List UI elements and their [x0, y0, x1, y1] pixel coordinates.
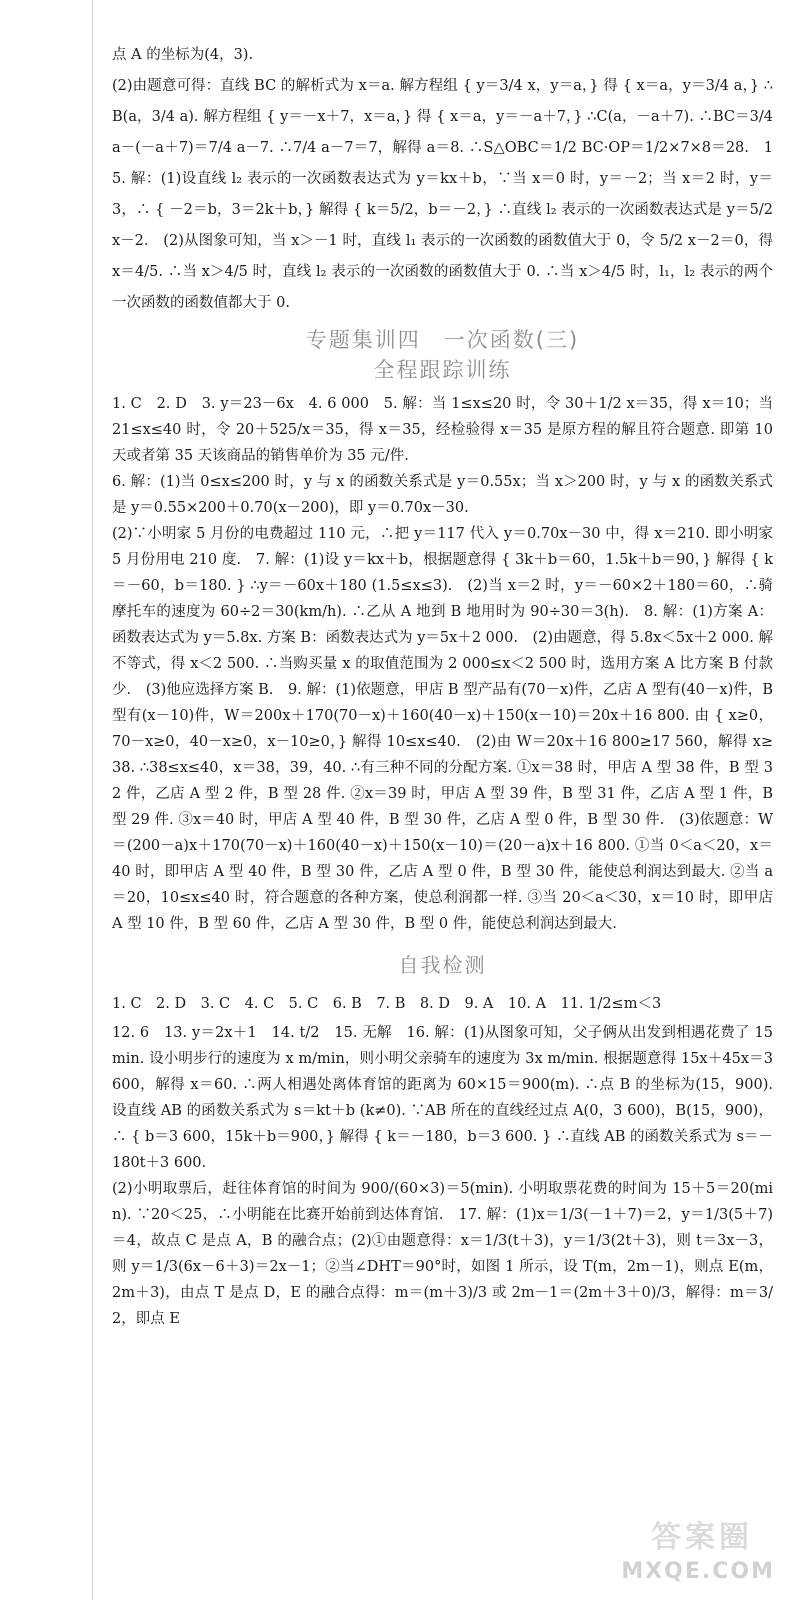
watermark-url: MXQE.COM [621, 1559, 775, 1584]
section-title: 专题集训四 一次函数(三) [305, 328, 580, 352]
answer-text [112, 40, 773, 1570]
section-subtitle: 全程跟踪训练 [373, 358, 512, 382]
paragraph-top-1: (2)由题意可得：直线 BC 的解析式为 x＝a. 解方程组 { y＝3/4 x，y＝a，} 得 { x＝a，y＝3/4 a，} ∴B(a，3/4 a). 解方程组 { y＝－x＋7，x＝a，} 得 { x＝a，y＝－a＋7，} ∴C(a，－a＋7). ∴BC＝3/4 a－(－a＋7)＝7/4 a－7. ∴7/4 a－7＝7，解得 a＝8. ∴S△OBC＝1/2 BC·OP＝1/2×7×8＝28. 15. 解：(1)设直线 l₂ 表示的一次函数表达式为 y＝kx＋b，∵当 x＝0 时，y＝－2；当 x＝2 时，y＝3，∴ { －2＝b，3＝2k＋b，} 解得 { k＝5/2，b＝－2，} ∴直线 l₂ 表示的一次函数表达式是 y＝5/2 x－2. (2)从图象可知，当 x＞－1 时，直线 l₁ 表示的一次函数的函数值大于 0，令 5/2 x－2＝0，得 x＝4/5. ∴当 x＞4/5 时，直线 l₂ 表示的一次函数的函数值大于 0. ∴当 x＞4/5 时，l₁，l₂ 表示的两个一次函数的函数值都大于 0. [112, 78, 773, 311]
self-check-title: 自我检测 [398, 953, 487, 977]
margin-rule [92, 0, 93, 1600]
paragraph-mid-2: (2)∵小明家 5 月份的电费超过 110 元，∴把 y＝117 代入 y＝0.70x－30 中，得 x＝210. 即小明家 5 月份用电 210 度. 7. 解：(1)设 y＝kx＋b，根据题意得 { 3k＋b＝60，1.5k＋b＝90，} 解得 { k＝－60，b＝180. } ∴y＝－60x＋180 (1.5≤x≤3). (2)当 x＝2 时，y＝－60×2＋180＝60，∴骑摩托车的速度为 60÷2＝30(km/h). ∴乙从 A 地到 B 地用时为 90÷30＝3(h). 8. 解：(1)方案 A：函数表达式为 y＝5.8x. 方案 B：函数表达式为 y＝5x＋2 000. (2)由题意，得 5.8x＜5x＋2 000. 解不等式，得 x＜2 500. ∴当购买量 x 的取值范围为 2 000≤x＜2 500 时，选用方案 A 比方案 B 付款少. (3)他应选择方案 B. 9. 解：(1)依题意，甲店 B 型产品有(70－x)件，乙店 A 型有(40－x)件，B 型有(x－10)件，W＝200x＋170(70－x)＋160(40－x)＋150(x－10)＝20x＋16 800. 由 { x≥0，70－x≥0，40－x≥0，x－10≥0，} 解得 10≤x≤40. (2)由 W＝20x＋16 800≥17 560，解得 x≥38. ∴38≤x≤40，x＝38，39，40. ∴有三种不同的分配方案. ①x＝38 时，甲店 A 型 38 件，B 型 32 件，乙店 A 型 2 件，B 型 28 件. ②x＝39 时，甲店 A 型 39 件，B 型 31 件，乙店 A 型 1 件，B 型 29 件. ③x＝40 时，甲店 A 型 40 件，B 型 30 件，乙店 A 型 0 件，B 型 30 件. (3)依题意：W＝(200－a)x＋170(70－x)＋160(40－x)＋150(x－10)＝(20－a)x＋16 800. ①当 0＜a＜20，x＝40 时，即甲店 A 型 40 件，B 型 30 件，乙店 A 型 0 件，B 型 30 件，能使总利润达到最大. ②当 a＝20，10≤x≤40 时，符合题意的各种方案，使总利润都一样. ③当 20＜a＜30，x＝10 时，即甲店 A 型 10 件，B 型 60 件，乙店 A 型 30 件，B 型 0 件，能使总利润达到最大. [112, 526, 773, 932]
watermark-logo: 答案圈 [651, 1520, 753, 1555]
paragraph-mid-0: 1. C 2. D 3. y＝23－6x 4. 6 000 5. 解：当 1≤x≤20 时，令 30＋1/2 x＝35，得 x＝10；当 21≤x≤40 时，令 20＋525/x＝35，得 x＝35，经检验得 x＝35 是原方程的解且符合题意. 即第 10 天或者第 35 天该商品的销售单价为 35 元/件. [112, 396, 773, 464]
paragraph-bottom-1: 12. 6 13. y＝2x＋1 14. t/2 15. 无解 16. 解：(1)从图象可知，父子俩从出发到相遇花费了 15 min. 设小明步行的速度为 x m/min，则小明父亲骑车的速度为 3x m/min. 根据题意得 15x＋45x＝3 600，解得 x＝60. ∴两人相遇处离体育馆的距离为 60×15＝900(m). ∴点 B 的坐标为(15，900). 设直线 AB 的函数关系式为 s＝kt＋b (k≠0). ∵AB 所在的直线经过点 A(0，3 600)，B(15，900)，∴ { b＝3 600，15k＋b＝900，} 解得 { k＝－180，b＝3 600. } ∴直线 AB 的函数关系式为 s＝－180t＋3 600. [112, 1025, 773, 1171]
paragraph-bottom-2: (2)小明取票后，赶往体育馆的时间为 900/(60×3)＝5(min). 小明取票花费的时间为 15＋5＝20(min). ∵20＜25，∴小明能在比赛开始前到达体育馆. 17. 解：(1)x＝1/3(－1＋7)＝2，y＝1/3(5＋7)＝4，故点 C 是点 A，B 的融合点；(2)①由题意得：x＝1/3(t＋3)，y＝1/3(2t＋3)，则 t＝3x－3，则 y＝1/3(6x－6＋3)＝2x－1；②当∠DHT＝90°时，如图 1 所示，设 T(m，2m－1)，则点 E(m，2m＋3)，由点 T 是点 D，E 的融合点得：m＝(m＋3)/3 或 2m－1＝(2m＋3＋0)/3，解得：m＝3/2，即点 E [112, 1181, 773, 1327]
paragraph-top-0: 点 A 的坐标为(4，3). [112, 47, 254, 63]
paragraph-mid-1: 6. 解：(1)当 0≤x≤200 时，y 与 x 的函数关系式是 y＝0.55x；当 x＞200 时，y 与 x 的函数关系式是 y＝0.55×200＋0.70(x－200)，即 y＝0.70x－30. [112, 474, 773, 516]
paragraph-bottom-0: 1. C 2. D 3. C 4. C 5. C 6. B 7. B 8. D 9. A 10. A 11. 1/2≤m＜3 [112, 996, 662, 1012]
